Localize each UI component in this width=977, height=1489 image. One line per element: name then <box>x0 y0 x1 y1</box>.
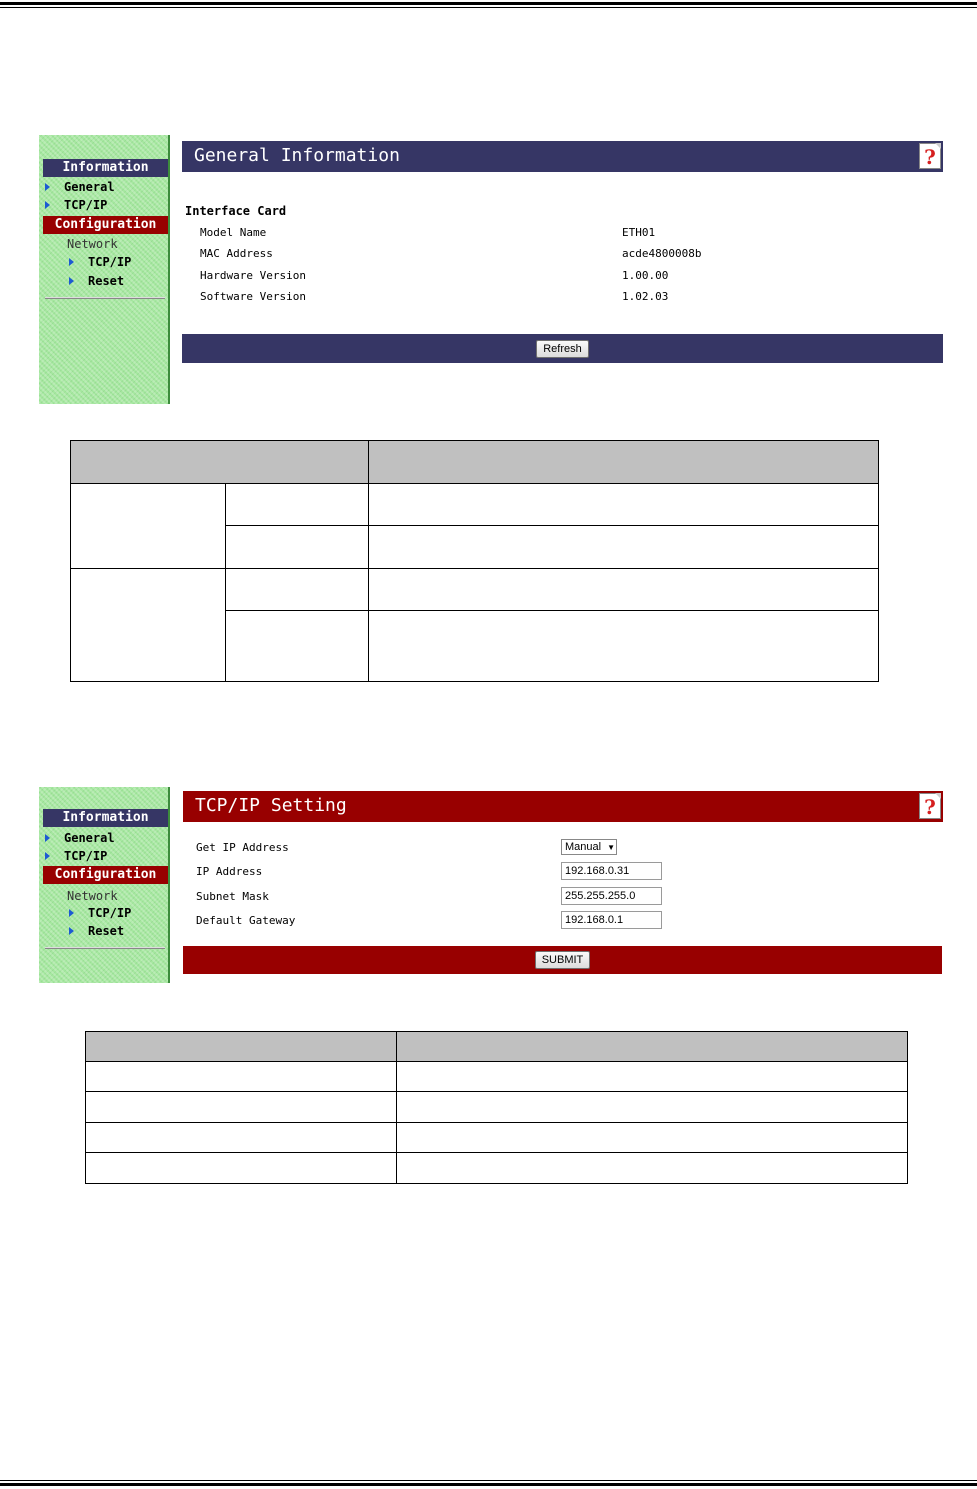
help-icon[interactable]: ? <box>919 143 941 169</box>
info-label: Model Name <box>200 226 267 239</box>
section-title: Interface Card <box>185 204 287 218</box>
info-value: 1.00.00 <box>622 269 669 282</box>
table-cell <box>71 568 226 681</box>
help-icon[interactable]: ? <box>919 793 941 819</box>
page-top-rule <box>0 2 977 8</box>
sidebar-2 <box>39 787 170 983</box>
ip-address-input[interactable]: 192.168.0.31 <box>561 862 662 880</box>
field-label: Default Gateway <box>196 914 296 927</box>
table-cell <box>369 568 879 610</box>
info-value: acde4800008b <box>622 247 702 260</box>
sidebar-item-tcpip-info[interactable] <box>45 848 107 864</box>
info-label: MAC Address <box>200 247 273 260</box>
page-title: General Information <box>194 145 400 166</box>
table-cell <box>226 484 369 526</box>
page-title-banner <box>182 141 943 172</box>
table-cell <box>226 568 369 610</box>
info-value: ETH01 <box>622 226 656 239</box>
sidebar-item-reset[interactable] <box>69 273 124 289</box>
arrow-icon <box>45 852 50 860</box>
sidebar-item-label: TCP/IP <box>64 849 108 863</box>
page-title: TCP/IP Setting <box>195 795 347 816</box>
sidebar-divider <box>45 947 165 949</box>
sidebar-item-tcpip-info[interactable] <box>45 197 107 213</box>
sidebar-item-label: General <box>64 831 115 845</box>
field-label: Get IP Address <box>196 841 289 854</box>
arrow-icon <box>69 258 74 266</box>
field-label: IP Address <box>196 865 263 878</box>
sidebar-item-tcpip-config[interactable] <box>69 905 131 921</box>
sidebar-item-label: General <box>64 180 115 194</box>
sidebar-item-general[interactable] <box>45 830 115 846</box>
sidebar-network-label: Network <box>67 889 118 903</box>
sidebar-item-label: Reset <box>88 274 125 288</box>
page-title-banner <box>183 791 943 822</box>
table-cell <box>226 610 369 681</box>
get-ip-address-select[interactable] <box>561 839 617 855</box>
table-header-cell <box>86 1032 397 1062</box>
arrow-icon <box>45 183 50 191</box>
table-cell <box>397 1153 908 1184</box>
table-cell <box>86 1092 397 1123</box>
default-gateway-input[interactable]: 192.168.0.1 <box>561 911 662 929</box>
arrow-icon <box>69 909 74 917</box>
select-value: Manual <box>565 841 602 853</box>
arrow-icon <box>45 201 50 209</box>
sidebar-network-label: Network <box>67 237 118 251</box>
sidebar-configuration-header: Configuration <box>43 866 168 884</box>
sidebar-information-header: Information <box>43 809 168 827</box>
arrow-icon <box>45 834 50 842</box>
table-cell <box>226 526 369 568</box>
doc-table-2 <box>85 1031 908 1184</box>
table-header-cell <box>71 441 369 484</box>
table-cell <box>369 484 879 526</box>
table-header-cell <box>369 441 879 484</box>
sidebar-information-header: Information <box>43 159 168 177</box>
refresh-button[interactable]: Refresh <box>536 340 589 358</box>
subnet-mask-input[interactable]: 255.255.255.0 <box>561 887 662 905</box>
sidebar-item-reset[interactable] <box>69 923 124 939</box>
sidebar-item-label: Reset <box>88 924 125 938</box>
sidebar-item-label: TCP/IP <box>64 198 108 212</box>
arrow-icon <box>69 277 74 285</box>
action-bar <box>182 334 943 363</box>
sidebar-1 <box>39 135 170 404</box>
table-cell <box>397 1062 908 1092</box>
arrow-icon <box>69 927 74 935</box>
sidebar-configuration-header: Configuration <box>43 216 168 234</box>
page-bottom-rule <box>0 1480 977 1486</box>
table-cell <box>397 1123 908 1153</box>
doc-table-1 <box>70 440 879 682</box>
sidebar-item-label: TCP/IP <box>88 255 132 269</box>
sidebar-item-label: TCP/IP <box>88 906 132 920</box>
sidebar-divider <box>45 297 165 299</box>
table-cell <box>397 1092 908 1123</box>
table-cell <box>86 1123 397 1153</box>
table-cell <box>86 1153 397 1184</box>
table-cell <box>369 610 879 681</box>
table-cell <box>86 1062 397 1092</box>
info-value: 1.02.03 <box>622 290 669 303</box>
table-header-cell <box>397 1032 908 1062</box>
sidebar-item-general[interactable] <box>45 179 115 195</box>
field-label: Subnet Mask <box>196 890 269 903</box>
chevron-down-icon: ▼ <box>607 843 615 852</box>
table-cell <box>71 484 226 568</box>
info-label: Software Version <box>200 290 306 303</box>
submit-button[interactable]: SUBMIT <box>535 951 591 969</box>
sidebar-item-tcpip-config[interactable] <box>69 254 131 270</box>
table-cell <box>369 526 879 568</box>
info-label: Hardware Version <box>200 269 306 282</box>
action-bar <box>183 946 942 974</box>
